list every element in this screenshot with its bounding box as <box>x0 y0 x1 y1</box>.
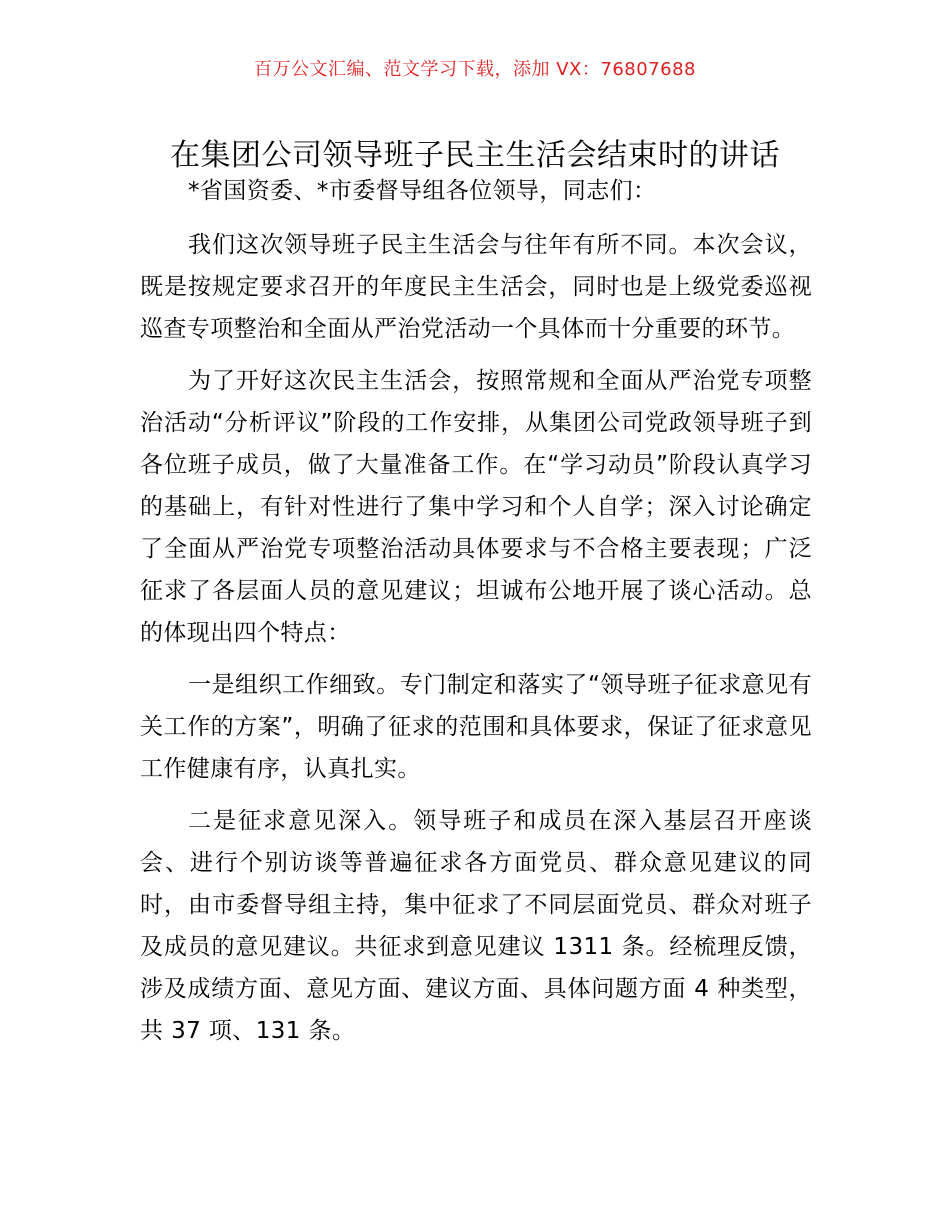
page-title: 在集团公司领导班子民主生活会结束时的讲话 <box>170 138 780 174</box>
document-body <box>140 170 812 1062</box>
body-paragraph-4: 二是征求意见深入。领导班子和成员在深入基层召开座谈会、进行个别访谈等普遍征求各方面党员、群众意见建议的同时，由市委督导组主持，集中征求了不同层面党员、群众对班子及成员的意见建议。共征求到意见建议 1311 条。经梳理反馈，涉及成绩方面、意见方面、建议方面、具体问题方面 4 种类型，共 37 项、131 条。 <box>140 808 812 1044</box>
body-paragraph-1: 我们这次领导班子民主生活会与往年有所不同。本次会议，既是按规定要求召开的年度民主生活会，同时也是上级党委巡视巡查专项整治和全面从严治党活动一个具体而十分重要的环节。 <box>140 232 812 342</box>
watermark-header: 百万公文汇编、范文学习下载，添加 VX：76807688 <box>254 59 696 80</box>
greeting-paragraph: *省国资委、*市委督导组各位领导，同志们： <box>188 178 657 204</box>
body-paragraph-2: 为了开好这次民主生活会，按照常规和全面从严治党专项整治活动“分析评议”阶段的工作安排，从集团公司党政领导班子到各位班子成员，做了大量准备工作。在“学习动员”阶段认真学习的基础上，有针对性进行了集中学习和个人自学；深入讨论确定了全面从严治党专项整治活动具体要求与不合格主要表现；广泛征求了各层面人员的意见建议；坦诚布公地开展了谈心活动。总的体现出四个特点： <box>140 368 812 646</box>
body-paragraph-3: 一是组织工作细致。专门制定和落实了“领导班子征求意见有关工作的方案”，明确了征求的范围和具体要求，保证了征求意见工作健康有序，认真扎实。 <box>140 672 812 782</box>
